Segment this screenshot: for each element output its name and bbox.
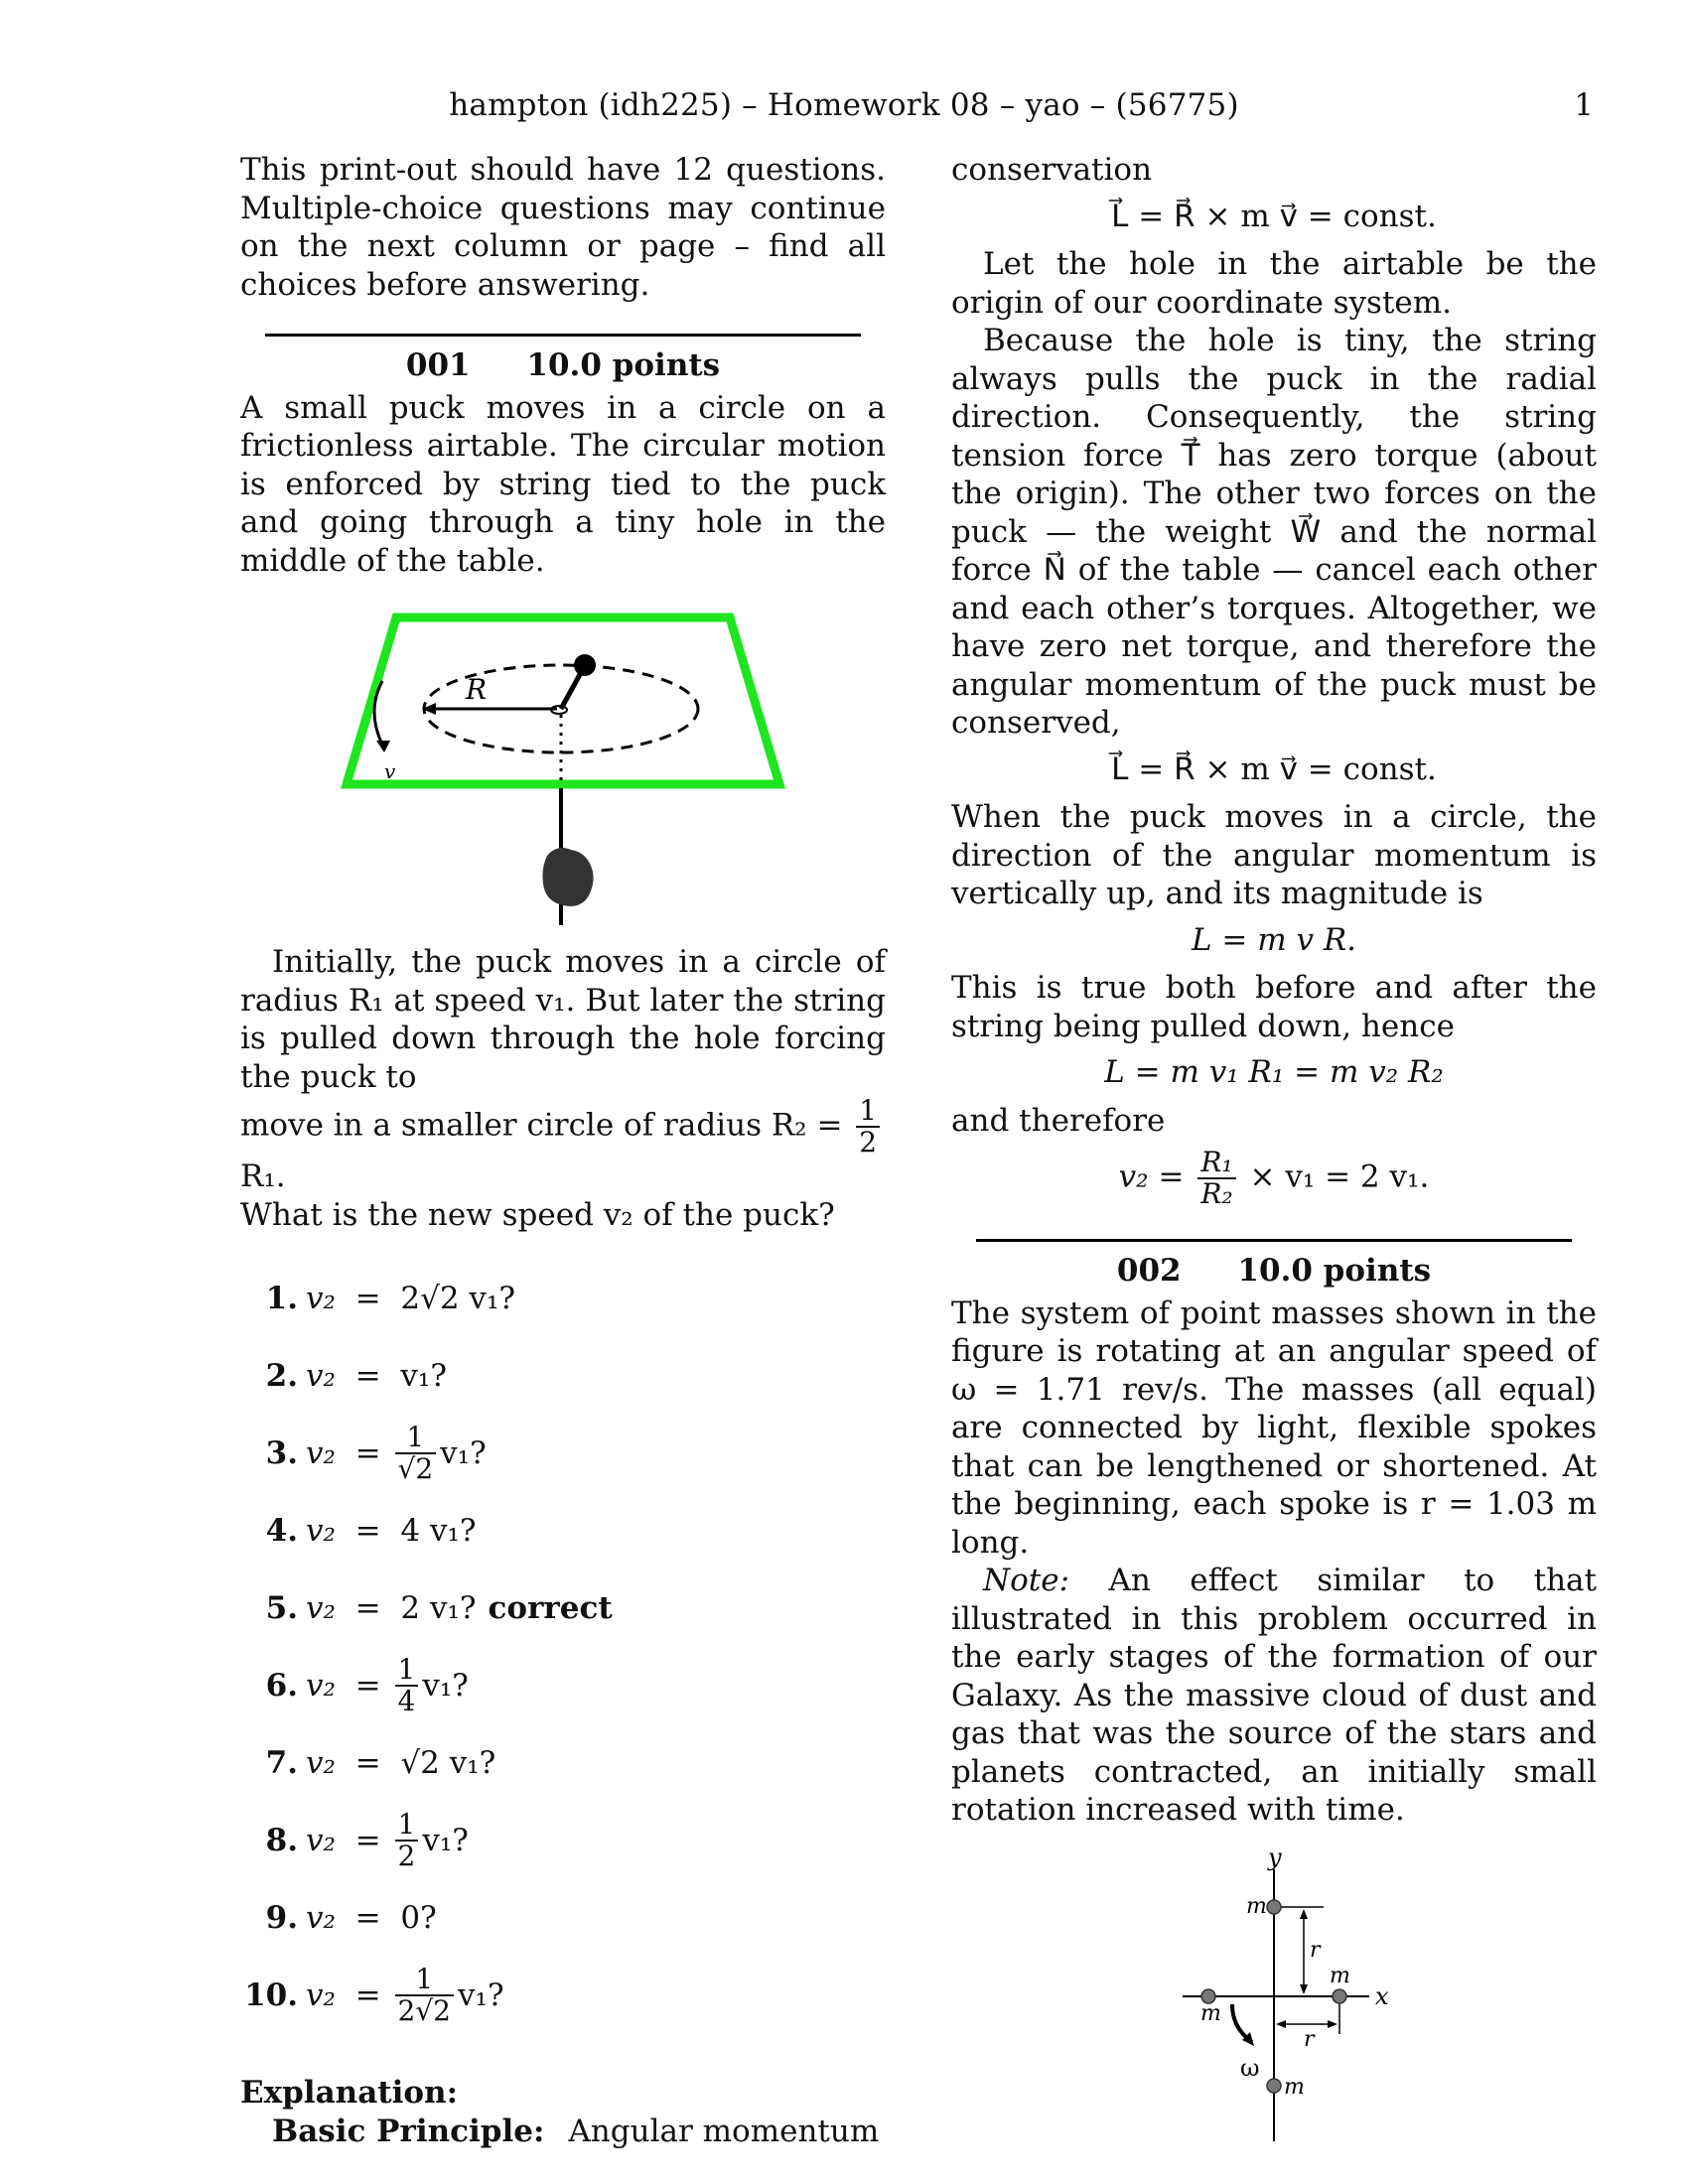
- choice-4[interactable]: [240, 1492, 886, 1570]
- choice-rhs: √2 v₁?: [400, 1744, 496, 1781]
- choice-fraction: [395, 1423, 437, 1484]
- choice-1[interactable]: [240, 1260, 886, 1337]
- choice-rhs: v₁?: [400, 1357, 447, 1394]
- basic-principle-text: Angular momentum: [568, 2113, 880, 2149]
- question-prompt-2: [240, 1096, 886, 1196]
- fraction-numerator: 1: [395, 1810, 419, 1842]
- equation-2: L⃗ = R⃗ × m v⃗ = const.: [1111, 751, 1437, 787]
- equation-3: L = m v R.: [1191, 921, 1357, 958]
- question-header-001: [240, 346, 886, 385]
- choice-equals: =: [354, 1434, 381, 1471]
- fraction-denominator: √2: [397, 1452, 434, 1485]
- omega-label: ω: [1240, 2053, 1260, 2082]
- page-number: 1: [1574, 87, 1594, 123]
- choice-number: 2.: [265, 1357, 298, 1394]
- dimension-arrowhead: [1300, 1909, 1308, 1919]
- choice-number: 7.: [265, 1744, 298, 1781]
- answer-choices: [240, 1260, 886, 2034]
- choice-rhs: v₁?: [422, 1667, 469, 1704]
- left-column: [240, 151, 886, 2150]
- dimension-arrowhead: [1276, 2020, 1286, 2028]
- fraction-numerator: 1: [395, 1423, 437, 1454]
- choice-8[interactable]: [240, 1802, 886, 1879]
- header-title: hampton (idh225) – Homework 08 – yao – (56775): [449, 87, 1239, 123]
- paragraph-direction: When the puck moves in a circle, the direction of the angular momentum is vertically up, and its magnitude is: [951, 799, 1597, 911]
- question-number: 002: [1116, 1253, 1182, 1289]
- choice-equals: =: [354, 1357, 381, 1394]
- choice-lhs: v₂: [306, 1589, 336, 1626]
- correct-marker: correct: [488, 1589, 613, 1626]
- fraction-denominator: 2: [397, 1840, 416, 1872]
- basic-principle: [272, 2113, 886, 2151]
- choice-equals: =: [354, 1589, 381, 1626]
- intro-text: This print-out should have 12 questions. Multiple-choice questions may continue on the next column or page – find all choices before answering.: [240, 152, 886, 303]
- point-masses-figure: [1115, 1847, 1433, 2145]
- choice-equals: =: [354, 1512, 381, 1549]
- choice-number: 9.: [265, 1899, 298, 1936]
- choice-2[interactable]: [240, 1337, 886, 1415]
- right-column: [951, 151, 1597, 2153]
- choice-equals: =: [354, 1744, 381, 1781]
- question-header-002: [951, 1252, 1597, 1291]
- eq5-fraction: [1197, 1148, 1235, 1209]
- mass-label: m: [1330, 1963, 1350, 1988]
- choice-lhs: v₂: [306, 1280, 336, 1316]
- question-prompt-3: What is the new speed v₂ of the puck?: [240, 1196, 835, 1233]
- airtable-figure: [305, 598, 821, 935]
- choice-equals: =: [354, 1280, 381, 1316]
- mass-top: [1267, 1900, 1281, 1914]
- choice-number: 3.: [265, 1434, 298, 1471]
- hand-icon: [543, 848, 594, 906]
- choice-rhs: 2√2 v₁?: [400, 1280, 515, 1316]
- choice-lhs: v₂: [306, 1744, 336, 1781]
- choice-3[interactable]: [240, 1415, 886, 1492]
- choice-fraction: [395, 1965, 454, 2026]
- choice-number: 5.: [265, 1589, 298, 1626]
- mass-label: m: [1246, 1893, 1267, 1919]
- explanation-label: Explanation:: [240, 2075, 459, 2111]
- basic-principle-label: Basic Principle:: [272, 2113, 545, 2149]
- choice-equals: =: [354, 1977, 381, 2013]
- choice-7[interactable]: [240, 1724, 886, 1802]
- choice-equals: =: [354, 1899, 381, 1936]
- eq5-lhs: v₂ =: [1118, 1159, 1185, 1195]
- eq5-rhs: × v₁ = 2 v₁.: [1249, 1159, 1430, 1195]
- choice-lhs: v₂: [306, 1822, 336, 1858]
- conservation-word: conservation: [951, 152, 1153, 188]
- prompt-text: move in a smaller circle of radius R₂ =: [240, 1107, 843, 1144]
- choice-9[interactable]: [240, 1879, 886, 1957]
- question-note: [951, 1562, 1597, 1830]
- radius-label: R: [466, 673, 488, 706]
- choice-number: 10.: [244, 1977, 298, 2013]
- choice-lhs: v₂: [306, 1512, 336, 1549]
- choice-rhs: v₁?: [440, 1434, 487, 1471]
- choice-lhs: v₂: [306, 1667, 336, 1704]
- choice-fraction: [395, 1655, 419, 1716]
- page-header: [0, 87, 1688, 127]
- dimension-arrowhead: [1300, 1984, 1308, 1994]
- fraction-numerator: 1: [856, 1096, 880, 1128]
- choice-rhs: v₁?: [458, 1977, 504, 2013]
- mass-label: m: [1284, 2074, 1305, 2100]
- r-label-vertical: r: [1310, 1937, 1321, 1963]
- choice-5[interactable]: [240, 1570, 886, 1647]
- question-points: 10.0 points: [1237, 1253, 1432, 1289]
- speed-label: v: [384, 759, 396, 783]
- fraction-numerator: 1: [395, 1655, 419, 1687]
- note-text: An effect similar to that illustrated in this problem occurred in the early stages of the formation of our Galaxy. As the massive cloud of dust and gas that was the source of the stars and planets contracted, an initially small rotation increased with time.: [951, 1563, 1597, 1828]
- fraction-denominator: 2√2: [397, 1994, 451, 2027]
- fraction-denominator: 2: [859, 1126, 878, 1159]
- question-divider: [265, 334, 861, 337]
- choice-number: 6.: [265, 1667, 298, 1704]
- question-number: 001: [405, 347, 471, 383]
- choice-lhs: v₂: [306, 1977, 336, 2013]
- question-prompt-1: Initially, the puck moves in a circle of radius R₁ at speed v₁. But later the string is pulled down through the hole forcing the puck to: [240, 944, 886, 1095]
- dimension-arrowhead: [1328, 2020, 1337, 2028]
- mass-bottom: [1267, 2079, 1281, 2093]
- paragraph-before-after: This is true both before and after the string being pulled down, hence: [951, 970, 1597, 1044]
- choice-equals: =: [354, 1822, 381, 1858]
- choice-number: 8.: [265, 1822, 298, 1858]
- paragraph-origin: Let the hole in the airtable be the origin of our coordinate system.: [951, 246, 1597, 321]
- choice-lhs: v₂: [306, 1899, 336, 1936]
- prompt-fraction: [856, 1096, 880, 1158]
- equation-4: L = m v₁ R₁ = m v₂ R₂: [1104, 1054, 1444, 1090]
- fraction-numerator: 1: [395, 1965, 454, 1996]
- fraction-denominator: 4: [397, 1685, 416, 1717]
- question-points: 10.0 points: [526, 347, 721, 383]
- r-label-horizontal: r: [1304, 2026, 1315, 2052]
- choice-rhs: 4 v₁?: [400, 1512, 477, 1549]
- velocity-arrowhead: [376, 741, 390, 752]
- string-segment: [561, 669, 583, 709]
- choice-6[interactable]: [240, 1647, 886, 1724]
- prompt-text-end: R₁.: [240, 1159, 286, 1194]
- fraction-denominator: R₂: [1200, 1177, 1233, 1210]
- note-label: Note:: [983, 1563, 1070, 1598]
- y-axis-label: y: [1268, 1846, 1282, 1871]
- paragraph-torque: Because the hole is tiny, the string always pulls the puck in the radial direction. Consequently, the string tension force T⃗ has zero torque (about the origin). The other two forces on the puck — the weight W⃗ and the normal force N⃗ of the table — cancel each other and each other’s torques. Altogether, we have zero net torque, and therefore the angular momentum of the puck must be conserved,: [951, 323, 1597, 741]
- choice-rhs: 0?: [400, 1899, 437, 1936]
- choice-rhs: v₁?: [422, 1822, 469, 1858]
- choice-10[interactable]: [240, 1957, 886, 2034]
- choice-lhs: v₂: [306, 1357, 336, 1394]
- mass-label: m: [1200, 2000, 1221, 2026]
- choice-number: 4.: [265, 1512, 298, 1549]
- equation-5: [951, 1148, 1597, 1209]
- choice-lhs: v₂: [306, 1434, 336, 1471]
- question-text: A small puck moves in a circle on a frictionless airtable. The circular motion is enforced by string tied to the puck and going through a tiny hole in the middle of the table.: [240, 389, 886, 579]
- choice-number: 1.: [265, 1280, 298, 1316]
- choice-equals: =: [354, 1667, 381, 1704]
- choice-rhs: 2 v₁?: [400, 1589, 477, 1626]
- question-text: The system of point masses shown in the figure is rotating at an angular speed of ω = 1.71 rev/s. The masses (all equal) are connected by light, flexible spokes that can be lengthened or shortened. At the beginning, each spoke is r = 1.03 m long.: [951, 1295, 1597, 1561]
- fraction-numerator: R₁: [1197, 1148, 1235, 1179]
- question-divider: [976, 1239, 1572, 1242]
- puck: [574, 654, 596, 676]
- x-axis-label: x: [1375, 1981, 1389, 2010]
- mass-right: [1333, 1989, 1346, 2003]
- choice-fraction: [395, 1810, 419, 1871]
- paragraph-therefore: and therefore: [951, 1102, 1166, 1139]
- equation-1: L⃗ = R⃗ × m v⃗ = const.: [1111, 198, 1437, 234]
